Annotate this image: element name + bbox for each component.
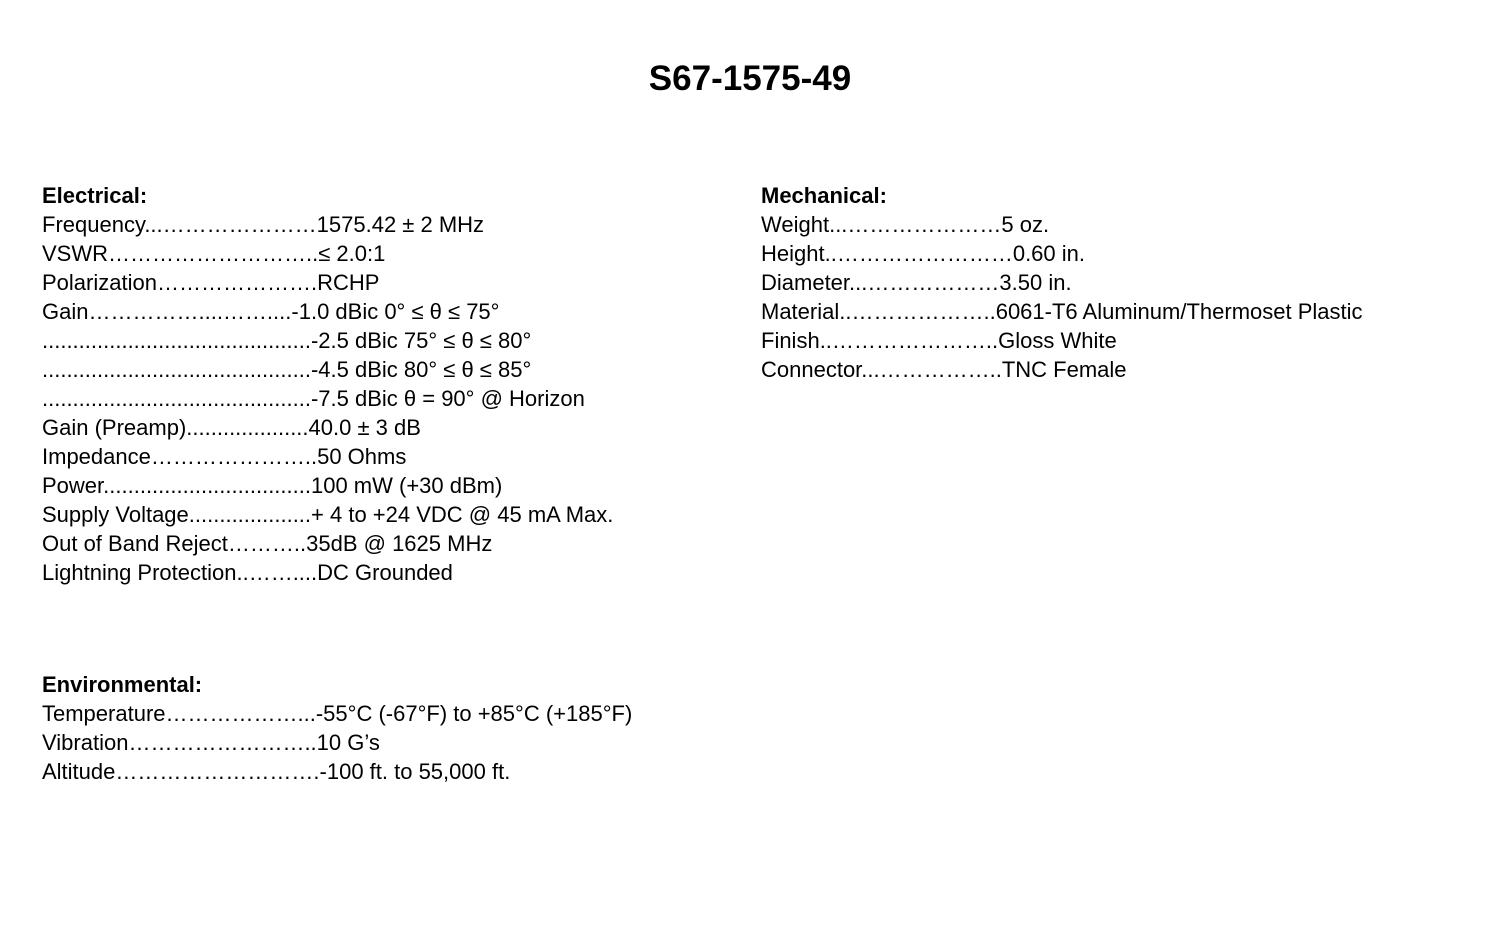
spec-label: Gain (Preamp) (42, 415, 187, 440)
spec-value: 1575.42 ± 2 MHz (316, 212, 485, 237)
spec-label: Height (761, 241, 825, 266)
electrical-spec-line (42, 297, 613, 326)
mechanical-spec-line (761, 268, 1363, 297)
spec-leader: ……………………….. (108, 241, 319, 266)
electrical-spec-line (42, 268, 613, 297)
electrical-spec-line (42, 442, 613, 471)
spec-value: RCHP (317, 270, 380, 295)
spec-value: ≤ 2.0:1 (318, 241, 386, 266)
spec-leader: ………………….. (150, 444, 318, 469)
spec-leader: ...…………….. (861, 357, 1002, 382)
mechanical-spec-line (761, 355, 1363, 384)
spec-leader: ...……………… (849, 270, 1000, 295)
spec-value: -100 ft. to 55,000 ft. (319, 759, 511, 784)
spec-leader: ..…….... (236, 560, 318, 585)
document-title: S67-1575-49 (648, 59, 852, 98)
spec-value: 50 Ohms (317, 444, 407, 469)
mechanical-spec-line (761, 326, 1363, 355)
spec-value: TNC Female (1001, 357, 1127, 382)
spec-leader: …………………….. (128, 730, 317, 755)
spec-label: Gain (42, 299, 89, 324)
mechanical-spec-line (761, 297, 1363, 326)
spec-label: Lightning Protection (42, 560, 237, 585)
spec-leader: .................... (188, 502, 312, 527)
spec-leader: ..………………….. (819, 328, 999, 353)
spec-leader: ............................................ (42, 328, 311, 353)
spec-value: -2.5 dBic 75° ≤ θ ≤ 80° (310, 328, 532, 353)
environmental-spec-line (42, 728, 632, 757)
spec-leader: ............................................ (42, 357, 311, 382)
electrical-spec-line (42, 326, 613, 355)
electrical-spec-list (42, 210, 613, 587)
environmental-section (42, 670, 632, 786)
electrical-spec-line (42, 413, 613, 442)
spec-label: VSWR (42, 241, 108, 266)
spec-value: 0.60 in. (1012, 241, 1085, 266)
spec-label: Supply Voltage (42, 502, 189, 527)
spec-label: Impedance (42, 444, 151, 469)
spec-value: Gloss White (998, 328, 1117, 353)
spec-value: -4.5 dBic 80° ≤ θ ≤ 85° (310, 357, 532, 382)
spec-leader: ..…………………… (824, 241, 1013, 266)
spec-leader: ..……………….. (839, 299, 996, 324)
electrical-heading: Electrical: (42, 183, 148, 208)
spec-label: Altitude (42, 759, 116, 784)
spec-value: 3.50 in. (999, 270, 1072, 295)
mechanical-section (761, 181, 1363, 384)
spec-label: Material (761, 299, 840, 324)
mechanical-heading: Mechanical: (761, 183, 887, 208)
electrical-spec-line (42, 500, 613, 529)
spec-label: Temperature (42, 701, 166, 726)
electrical-spec-line (42, 529, 613, 558)
spec-leader: ……………....…….... (88, 299, 292, 324)
spec-value: -1.0 dBic 0° ≤ θ ≤ 75° (291, 299, 500, 324)
mechanical-spec-line (761, 239, 1363, 268)
environmental-spec-line (42, 699, 632, 728)
spec-value: + 4 to +24 VDC @ 45 mA Max. (311, 502, 614, 527)
spec-label: Out of Band Reject (42, 531, 228, 556)
spec-label: Weight (761, 212, 830, 237)
electrical-section (42, 181, 613, 587)
spec-value: 100 mW (+30 dBm) (310, 473, 503, 498)
spec-label: Power (42, 473, 104, 498)
spec-leader: ............................................ (42, 386, 311, 411)
spec-leader: …………………. (156, 270, 318, 295)
spec-label: Polarization (42, 270, 157, 295)
environmental-spec-list (42, 699, 632, 786)
mechanical-spec-list (761, 210, 1363, 384)
spec-leader: .................................. (103, 473, 311, 498)
spec-label: Frequency (42, 212, 145, 237)
spec-leader: ...………………… (829, 212, 1002, 237)
spec-label: Connector (761, 357, 862, 382)
spec-value: -7.5 dBic θ = 90° @ Horizon (310, 386, 585, 411)
spec-value: 40.0 ± 3 dB (308, 415, 421, 440)
spec-value: 6061-T6 Aluminum/Thermoset Plastic (995, 299, 1363, 324)
spec-value: 5 oz. (1001, 212, 1050, 237)
electrical-spec-line (42, 558, 613, 587)
environmental-spec-line (42, 757, 632, 786)
spec-leader: ...………………… (144, 212, 317, 237)
electrical-spec-line (42, 384, 613, 413)
spec-value: 35dB @ 1625 MHz (306, 531, 493, 556)
spec-label: Finish (761, 328, 820, 353)
spec-value: 10 G’s (316, 730, 380, 755)
electrical-spec-line (42, 239, 613, 268)
mechanical-spec-line (761, 210, 1363, 239)
spec-label: Diameter (761, 270, 850, 295)
spec-leader: ………………... (165, 701, 316, 726)
environmental-heading: Environmental: (42, 672, 203, 697)
spec-leader: ……….. (227, 531, 307, 556)
electrical-spec-line (42, 210, 613, 239)
spec-leader: .................... (186, 415, 309, 440)
electrical-spec-line (42, 471, 613, 500)
spec-value: -55°C (-67°F) to +85°C (+185°F) (315, 701, 633, 726)
spec-label: Vibration (42, 730, 129, 755)
spec-leader: ………………………. (115, 759, 320, 784)
electrical-spec-line (42, 355, 613, 384)
spec-value: DC Grounded (317, 560, 453, 585)
